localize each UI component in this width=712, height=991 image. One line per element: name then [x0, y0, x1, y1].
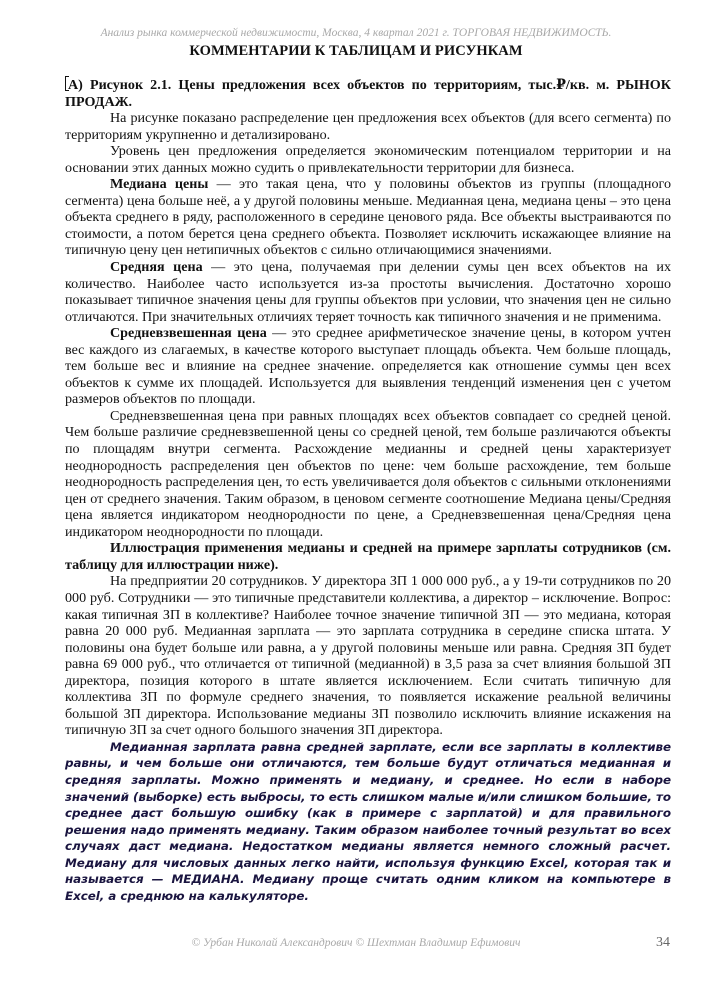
running-header: Анализ рынка коммерческой недвижимости, Москва, 4 квартал 2021 г. ТОРГОВАЯ НЕДВИЖИМОСТЬ.	[100, 27, 612, 39]
footer-copyright: © Урбан Николай Александрович © Шехтман Владимир Ефимович	[191, 937, 521, 949]
figure-heading-text: А) Рисунок 2.1. Цены предложения всех объектов по территориям, тыс.₽/кв. м. РЫНОК ПРОДАЖ.	[65, 77, 671, 110]
paragraph-median	[65, 176, 671, 259]
page-number: 34	[656, 935, 670, 950]
term-weighted-mean: Средневзвешенная цена	[110, 325, 267, 342]
paragraph-conclusion: Медианная зарплата равна средней зарплате, если все зарплаты в коллективе равны, и чем больше они отличаются, тем больше будут отличаться медианная и средняя зарплаты. Можно применять и медиану, и среднее. Но если в наборе значений (выборке) есть выбросы, то есть слишком малые и/или слишком большие, то среднее даст большую ошибку (как в примере с зарплатой) и для правильного решения надо применять медиану. Таким образом наиболее точный результат во всех случаях даст медиана. Недостатком медианы является немного сложный расчет. Медиану для числовых данных легко найти, используя функцию Excel, которая так и называется — МЕДИАНА. Медиану проще считать одним кликом на компьютере в Excel, а среднюю на калькуляторе.	[65, 739, 671, 903]
paragraph-weighted-mean	[65, 325, 671, 408]
term-median: Медиана цены	[110, 176, 209, 193]
document-body	[65, 76, 671, 904]
paragraph-salary-example: На предприятии 20 сотрудников. У директора ЗП 1 000 000 руб., а у 19-ти сотрудников по 20 000 руб. Сотрудники — это типичные представители коллектива, а директор – исключение. Вопрос: какая типичная ЗП в коллективе? Наиболее точное значение типичной ЗП — это медиана, которая равна 20 000 руб. Медианная зарплата — это зарплата сотрудника в середине списка штата. У половины она будет больше или равна, а у другой половины меньше или равна. Средняя ЗП будет равна 69 000 руб., что отличается от типичной (медианной) в 3,5 раза за счет влияния большой ЗП директора, позиция которого в штате является исключением. Если считать типичную для коллектива ЗП по формуле среднего значения, то появляется искажение реальной величины большой ЗП директора. Использование медианы ЗП позволило исключить влияние искажения на типичную ЗП за счет одного большого значения ЗП директора.	[65, 573, 671, 739]
paragraph-intro: На рисунке показано распределение цен предложения всех объектов (для всего сегмента) по территориям укрупненно и детализировано.	[65, 110, 671, 143]
term-mean: Средняя цена	[110, 259, 203, 276]
illustration-heading: Иллюстрация применения медианы и средней на примере зарплаты сотрудников (см. таблицу для иллюстрации ниже).	[65, 540, 671, 573]
paragraph-price-level: Уровень цен предложения определяется экономическим потенциалом территории и на основании этих данных можно судить о привлекательности территории для бизнеса.	[65, 143, 671, 176]
paragraph-comparison: Средневзвешенная цена при равных площадях всех объектов совпадает со средней ценой. Чем больше различие средневзвешенной цены со средней ценой, тем больше различаются объекты по площадям внутри сегмента. Расхождение медианны и средней цены характеризует неоднородность распределения цен объектов по цене: чем больше расхождение, тем больше неоднородность распределения цен, то есть увеличивается доля объектов с сильными отклонениями цен от среднего значения. Таким образом, в ценовом сегменте соотношение Медиана цены/Средняя цена является индикатором неоднородности по цене, а Средневзвешенная цена/Средняя цена индикатором неоднородности по площади.	[65, 407, 671, 540]
median-definition: — это такая цена, что у половины объектов из группы (площадного сегмента) цена больше неё, а у другой половины меньше. Медианная цена, медиана цены – это цена объекта среднего в ряду, расположенного в середине ценового ряда. Все объекты выстраиваются по стоимости, а потом берется цена среднего объекта. Позволяет исключить искажающее влияние на типичную цену цен нетипичных объектов с сильно отличающимися значениями.	[65, 176, 671, 259]
paragraph-illustration-heading	[65, 540, 671, 573]
figure-heading	[65, 76, 671, 110]
weighted-mean-definition: — это среднее арифметическое значение цены, в котором учтен вес каждого из слагаемых, в качестве которого выступает площадь объекта. Чем больше площадь, тем больше вес и влияние на среднее значение. определяется как отношение суммы цен всех объектов к сумме их площадей. Используется для выявления тенденций изменения цен с учетом размеров объектов по площади.	[65, 325, 671, 408]
paragraph-mean	[65, 259, 671, 325]
section-title: КОММЕНТАРИИ К ТАБЛИЦАМ И РИСУНКАМ	[189, 43, 523, 59]
mean-definition: — это цена, получаемая при делении сумы цен всех объектов на их количество. Наиболее часто используется из-за простоты вычисления. Достаточно хорошо показывает типичное значения цены для группы объектов при условии, что значения цен не сильно отличаются. При значительных отличиях теряет точность как типичного значения и не применима.	[65, 259, 671, 325]
